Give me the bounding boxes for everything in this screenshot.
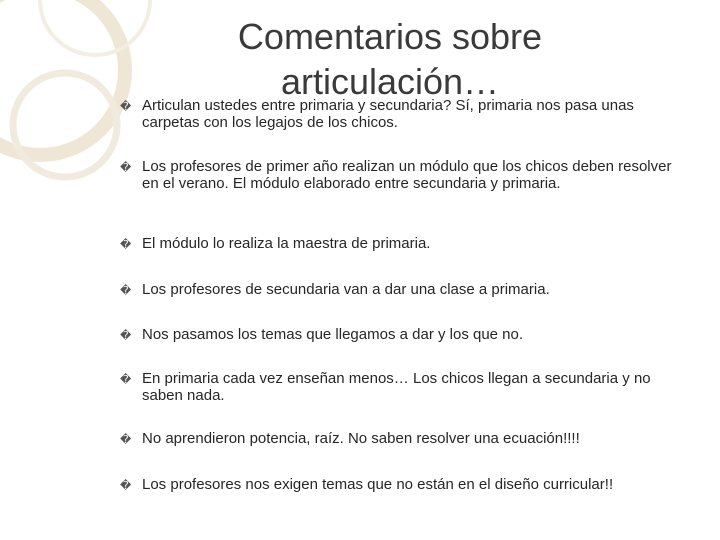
bullet-marker-icon: � (120, 434, 132, 446)
bullet-item (120, 326, 680, 345)
bullet-text: El módulo lo realiza la maestra de primaria. (142, 235, 431, 252)
bullet-text: Nos pasamos los temas que llegamos a dar y los que no. (142, 326, 524, 343)
bullet-text: En primaria cada vez enseñan menos… Los chicos llegan a secundaria y no saben nada. (142, 370, 651, 404)
bullet-item (120, 430, 680, 449)
bullet-item (120, 281, 680, 300)
bullet-marker-icon: � (120, 480, 132, 492)
bullet-item (120, 370, 680, 404)
bullet-marker-icon: � (120, 101, 132, 113)
slide-title: Comentarios sobre articulación… (237, 16, 543, 102)
bullet-marker-icon: � (120, 374, 132, 386)
bullet-item (120, 235, 680, 254)
bullet-text: Los profesores nos exigen temas que no están en el diseño curricular!! (142, 476, 614, 493)
bullet-text: No aprendieron potencia, raíz. No saben resolver una ecuación!!!! (142, 430, 580, 447)
bullet-item (120, 476, 680, 495)
bullet-item (120, 158, 680, 192)
bullet-item (120, 97, 680, 131)
bullet-text: Los profesores de secundaria van a dar una clase a primaria. (142, 281, 550, 298)
bullet-marker-icon: � (120, 285, 132, 297)
bullet-text: Articulan ustedes entre primaria y secundaria? Sí, primaria nos pasa unas carpetas con los legajos de los chicos. (142, 97, 634, 131)
bullet-marker-icon: � (120, 239, 132, 251)
bullet-marker-icon: � (120, 330, 132, 342)
bullet-text: Los profesores de primer año realizan un módulo que los chicos deben resolver en el verano. El módulo elaborado entre secundaria y primaria. (142, 158, 672, 192)
bullet-marker-icon: � (120, 162, 132, 174)
